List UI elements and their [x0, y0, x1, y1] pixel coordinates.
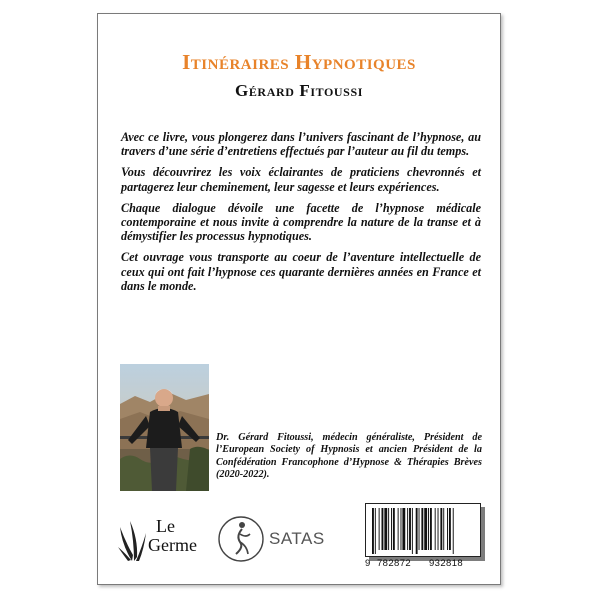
barcode-bar [372, 508, 374, 554]
satas-logo [216, 514, 331, 564]
barcode-bar [443, 508, 444, 550]
logo-text-line: Germe [148, 535, 197, 555]
barcode-bar [416, 508, 418, 554]
barcode-bar [391, 508, 392, 550]
book-title: Itinéraires Hypnotiques [182, 50, 416, 74]
blurb-paragraph: Cet ouvrage vous transporte au coeur de l’aventure intellectuelle de ceux qui ont fait l’hypnose ces quarante dernières années en France et dans le monde. [121, 250, 481, 294]
blurb-paragraph: Vous découvrirez les voix éclairantes de praticiens chevronnés et partagerez leur cheminement, leur sagesse et leurs expériences. [121, 165, 481, 194]
barcode-bars [366, 504, 480, 556]
author-photo-image [120, 364, 209, 491]
grass-sprout-icon [118, 519, 148, 563]
barcode-bar [453, 508, 454, 554]
barcode-digit-lead: 9 [365, 558, 371, 569]
barcode-bar [402, 508, 405, 550]
barcode-bar [375, 508, 376, 554]
book-back-cover [97, 13, 501, 585]
author-bio: Dr. Gérard Fitoussi, médecin généraliste, Président de l’European Society of Hypnosis et ancien Président de la Confédération Francophone d’Hypnose & Thérapies Brèves (2020-2022). [216, 432, 482, 481]
barcode-bar [421, 508, 423, 550]
barcode-bar [435, 508, 436, 550]
barcode-bar [409, 508, 411, 550]
barcode-bar [438, 508, 439, 550]
barcode-digits-group2: 932818 [429, 558, 464, 569]
barcode-bar [447, 508, 448, 550]
author-photo [120, 364, 209, 491]
barcode-digits-group1: 782872 [377, 558, 412, 569]
blurb-paragraph: Avec ce livre, vous plongerez dans l’univers fascinant de l’hypnose, au travers d’une série d’entretiens effectués par l’auteur au fil du temps. [121, 130, 481, 159]
le-germe-logo [118, 517, 210, 563]
barcode-bar [449, 508, 451, 550]
le-germe-wordmark [148, 517, 197, 555]
isbn-barcode [365, 503, 487, 573]
barcode-bar [393, 508, 395, 550]
barcode-bar [424, 508, 427, 550]
barcode-bar [428, 508, 429, 550]
barcode-bar [430, 508, 432, 550]
barcode-bar [398, 508, 399, 550]
barcode-bar [388, 508, 389, 550]
barcode-bar [382, 508, 384, 550]
barcode-bar [384, 508, 387, 550]
barcode-bar [407, 508, 408, 550]
barcode-bar [401, 508, 402, 550]
figure-circle-icon [216, 514, 266, 564]
barcode-bar [379, 508, 380, 550]
barcode-bar [440, 508, 442, 550]
satas-wordmark: SATAS [269, 529, 325, 548]
barcode-bar [412, 508, 413, 554]
barcode-box [365, 503, 481, 557]
book-author: Gérard Fitoussi [235, 81, 363, 100]
logo-text-line: Le [156, 516, 175, 536]
back-cover-blurb [121, 130, 481, 300]
barcode-bar [419, 508, 420, 550]
blurb-paragraph: Chaque dialogue dévoile une facette de l’hypnose médicale contemporaine et nous invite à comprendre la nature de la transe et à démystifier les processus hypnotiques. [121, 200, 481, 244]
